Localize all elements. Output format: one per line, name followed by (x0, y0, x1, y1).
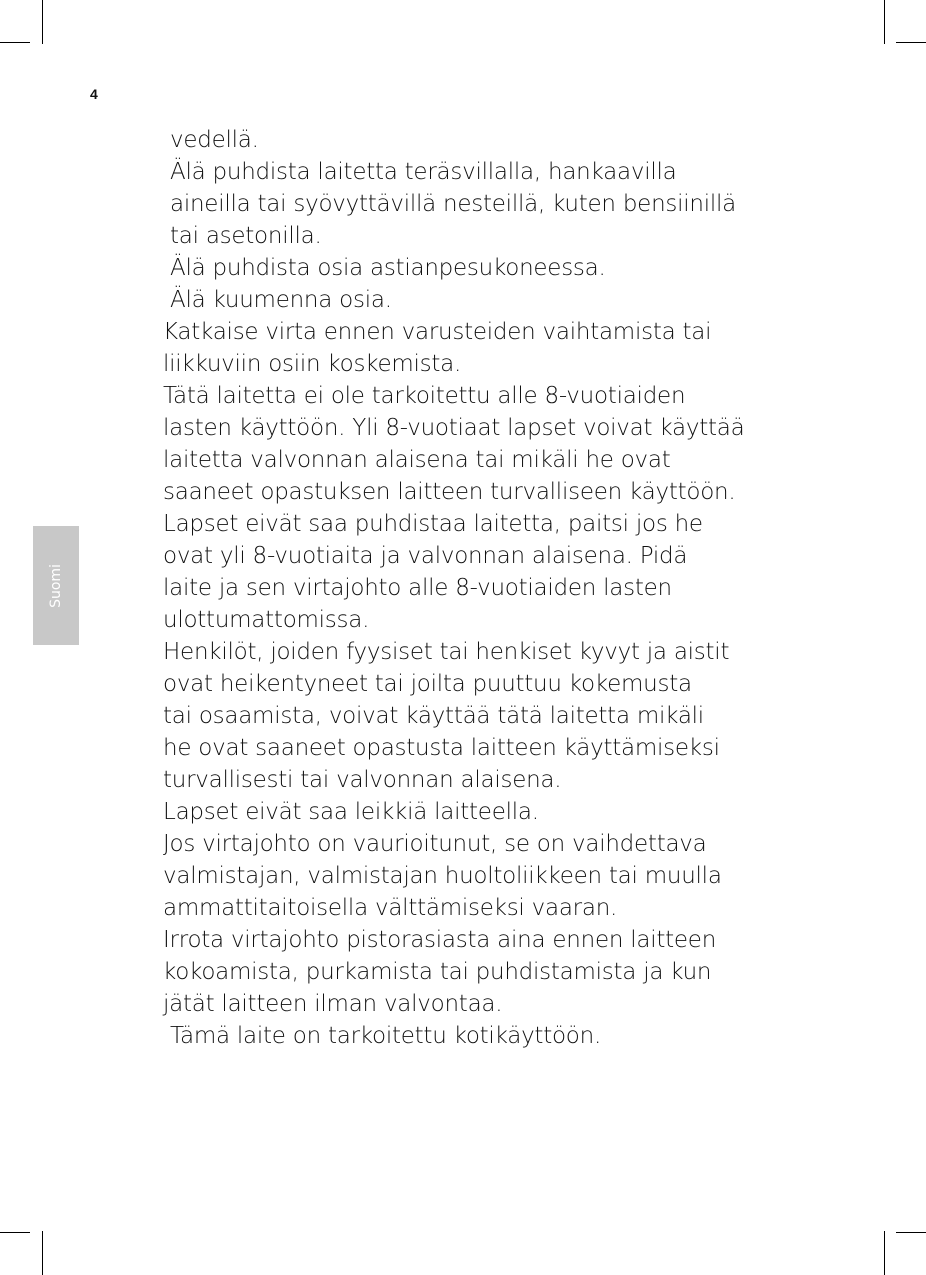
text-line: Älä puhdista osia astianpesukoneessa. (170, 255, 606, 281)
text-line: vedellä. (170, 127, 259, 153)
text-line: laite ja sen virtajohto alle 8-vuotiaiden lasten (163, 575, 672, 601)
crop-mark-top-right-horizontal (896, 42, 926, 43)
text-line: Älä kuumenna osia. (170, 287, 392, 313)
text-line: lasten käyttöön. Yli 8-vuotiaat lapset voivat käyttää (163, 415, 745, 441)
page-number: 4 (90, 86, 98, 102)
text-line: Henkilöt, joiden fyysiset tai henkiset kyvyt ja aistit (163, 639, 730, 665)
text-line: ammattitaitoisella välttämiseksi vaaran. (163, 895, 618, 921)
text-line: Katkaise virta ennen varusteiden vaihtamista tai (163, 319, 712, 345)
text-line: tai asetonilla. (170, 223, 322, 249)
text-line: tai osaamista, voivat käyttää tätä laitetta mikäli (163, 703, 704, 729)
language-side-tab-label: Suomi (48, 563, 64, 608)
text-line: saaneet opastuksen laitteen turvalliseen käyttöön. (163, 479, 736, 505)
text-line: Irrota virtajohto pistorasiasta aina ennen laitteen (163, 927, 717, 953)
language-side-tab (33, 526, 79, 645)
text-line: ulottumattomissa. (163, 607, 370, 633)
text-line: valmistajan, valmistajan huoltoliikkeen tai muulla (163, 863, 722, 889)
text-line: Jos virtajohto on vaurioitunut, se on vaihdettava (163, 831, 707, 857)
text-line: turvallisesti tai valvonnan alaisena. (163, 767, 562, 793)
text-line: kokoamista, purkamista tai puhdistamista ja kun (163, 959, 712, 985)
crop-mark-top-right-vertical (884, 0, 885, 44)
crop-mark-bottom-left-horizontal (0, 1232, 30, 1233)
text-line: he ovat saaneet opastusta laitteen käyttämiseksi (163, 735, 720, 761)
text-line: Lapset eivät saa leikkiä laitteella. (163, 799, 539, 825)
text-line: Tätä laitetta ei ole tarkoitettu alle 8-vuotiaiden (163, 383, 686, 409)
text-line: ovat yli 8-vuotiaita ja valvonnan alaisena. Pidä (163, 543, 688, 569)
text-line: ovat heikentyneet tai joilta puuttuu kokemusta (163, 671, 692, 697)
text-line: laitetta valvonnan alaisena tai mikäli he ovat (163, 447, 671, 473)
text-line: aineilla tai syövyttävillä nesteillä, kuten bensiinillä (170, 191, 737, 217)
text-line: liikkuviin osiin koskemista. (163, 351, 462, 377)
text-line: Älä puhdista laitetta teräsvillalla, hankaavilla (170, 159, 677, 185)
crop-mark-bottom-left-vertical (42, 1231, 43, 1275)
text-line: jätät laitteen ilman valvontaa. (163, 991, 503, 1017)
text-line: Tämä laite on tarkoitettu kotikäyttöön. (170, 1023, 602, 1049)
crop-mark-top-left-vertical (42, 0, 43, 44)
crop-mark-top-left-horizontal (0, 42, 30, 43)
crop-mark-bottom-right-horizontal (896, 1232, 926, 1233)
crop-mark-bottom-right-vertical (884, 1231, 885, 1275)
text-line: Lapset eivät saa puhdistaa laitetta, paitsi jos he (163, 511, 703, 537)
